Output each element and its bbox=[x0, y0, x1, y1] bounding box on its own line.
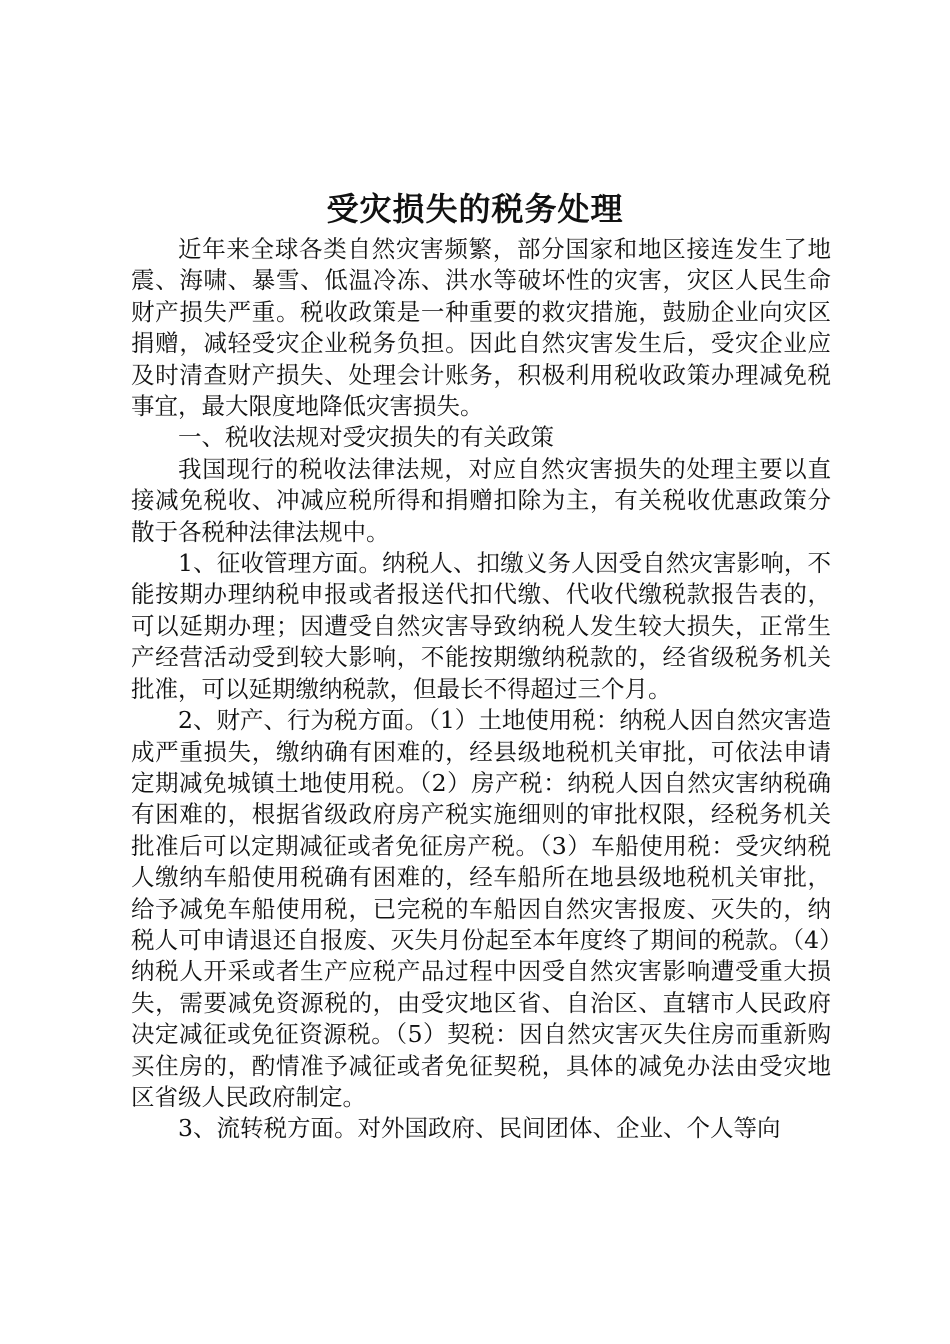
paragraph-item-3: 3、流转税方面。对外国政府、民间团体、企业、个人等向 bbox=[178, 1114, 781, 1143]
paragraph-item-2: 2、财产、行为税方面。（1）土地使用税：纳税人因自然灾害造成严重损失，缴纳确有困难的，经县级地税机关审批，可依法申请定期减免城镇土地使用税。（2）房产税：纳税人因自然灾害纳税确有困难的，根据省级政府房产税实施细则的审批权限，经税务机关批准后可以定期减征或者免征房产税。（3）车船使用税：受灾纳税人缴纳车船使用税确有困难的，经车船所在地县级地税机关审批，给予减免车船使用税，已完税的车船因自然灾害报废、灭失的，纳税人可申请退还自报废、灭失月份起至本年度终了期间的税款。（4）纳税人开采或者生产应税产品过程中因受自然灾害影响遭受重大损失，需要减免资源税的，由受灾地区省、自治区、直辖市人民政府决定减征或免征资源税。（5）契税：因自然灾害灭失住房而重新购买住房的，酌情准予减征或者免征契税，具体的减免办法由受灾地区省级人民政府制定。 bbox=[131, 706, 831, 1111]
document-body bbox=[131, 234, 831, 1145]
document-title: 受灾损失的税务处理 bbox=[326, 190, 624, 228]
section-heading-1: 一、税收法规对受灾损失的有关政策 bbox=[178, 423, 554, 452]
paragraph-item-1: 1、征收管理方面。纳税人、扣缴义务人因受自然灾害影响，不能按期办理纳税申报或者报送代扣代缴、代收代缴税款报告表的，可以延期办理；因遭受自然灾害导致纳税人发生较大损失，正常生产经营活动受到较大影响，不能按期缴纳税款的，经省级税务机关批准，可以延期缴纳税款，但最长不得超过三个月。 bbox=[131, 549, 831, 703]
paragraph-intro: 近年来全球各类自然灾害频繁，部分国家和地区接连发生了地震、海啸、暴雪、低温冷冻、洪水等破坏性的灾害，灾区人民生命财产损失严重。税收政策是一种重要的救灾措施，鼓励企业向灾区捐赠，减轻受灾企业税务负担。因此自然灾害发生后，受灾企业应及时清查财产损失、处理会计账务，积极利用税收政策办理减免税事宜，最大限度地降低灾害损失。 bbox=[131, 235, 831, 421]
paragraph-overview: 我国现行的税收法律法规，对应自然灾害损失的处理主要以直接减免税收、冲减应税所得和捐赠扣除为主，有关税收优惠政策分散于各税种法律法规中。 bbox=[131, 454, 831, 546]
